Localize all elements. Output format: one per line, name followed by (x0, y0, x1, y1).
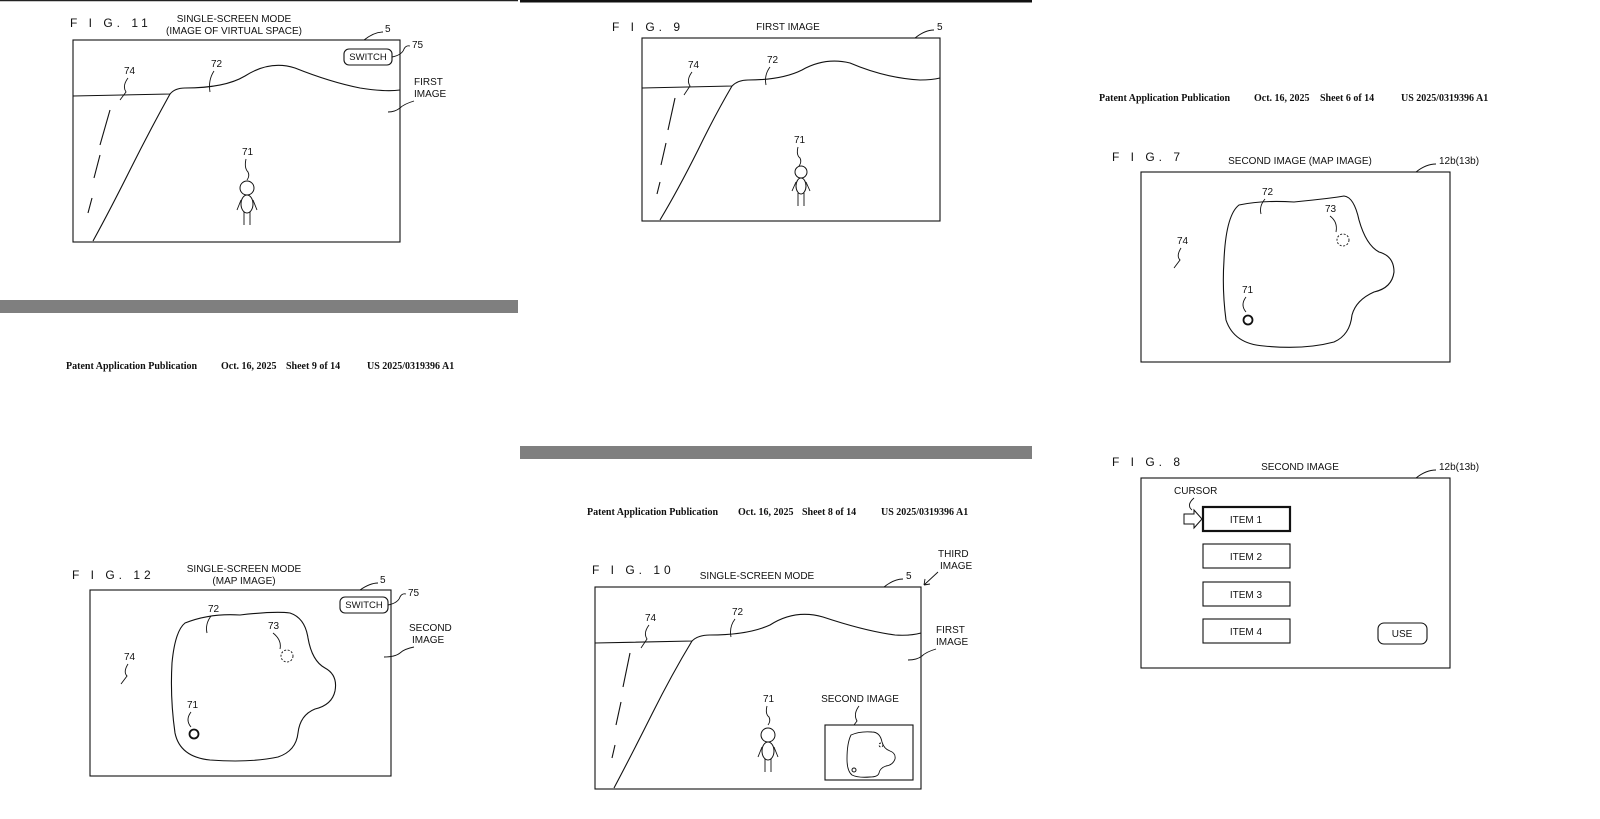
fig11-ref-character: 71 (242, 147, 254, 158)
fig11-switch-label: SWITCH (349, 52, 387, 63)
fig12-side-label-line2: IMAGE (412, 635, 445, 646)
fig12-ref-marker: 73 (268, 621, 280, 632)
gray-divider-middle (520, 446, 1032, 459)
fig10-title: SINGLE-SCREEN MODE (699, 571, 815, 582)
fig10-first-label-line2: IMAGE (936, 637, 969, 648)
fig7-ref-marker: 73 (1325, 204, 1337, 215)
fig7-header-pub: Patent Application Publication (1099, 93, 1231, 104)
fig8-item-2-label: ITEM 2 (1229, 552, 1263, 563)
fig8-label: F I G. 8 (1112, 455, 1185, 469)
fig11-label: F I G. 11 (70, 16, 152, 30)
fig10-inset-character-marker (852, 768, 856, 772)
fig7-label: F I G. 7 (1112, 150, 1185, 164)
fig12-character-marker (190, 730, 199, 739)
fig7-fig8-drawing (1034, 0, 1600, 730)
fig12-header-sheet: Sheet 9 of 14 (286, 361, 341, 372)
fig11-title-line1: SINGLE-SCREEN MODE (176, 14, 292, 25)
fig7-header-number: US 2025/0319396 A1 (1401, 93, 1489, 104)
fig12-header-pub: Patent Application Publication (66, 361, 198, 372)
fig10-header-number: US 2025/0319396 A1 (881, 507, 969, 518)
fig8-use-label: USE (1391, 629, 1413, 640)
fig12-drawing (0, 313, 518, 798)
fig7-header-date: Oct. 16, 2025 (1254, 93, 1310, 104)
fig8-item-4[interactable] (1203, 619, 1290, 643)
fig7-ref-terrain: 72 (1262, 187, 1274, 198)
fig7-fig8-panel (1034, 0, 1600, 730)
fig10-third-label-line1: THIRD (938, 549, 969, 560)
fig8-item-2[interactable] (1203, 544, 1290, 568)
fig8-use-button[interactable] (1378, 623, 1427, 644)
fig9-label: F I G. 9 (612, 20, 685, 34)
fig8-item-3[interactable] (1203, 582, 1290, 606)
fig10-label: F I G. 10 (592, 563, 675, 577)
fig12-label: F I G. 12 (72, 568, 155, 582)
fig9-title: FIRST IMAGE (756, 22, 820, 33)
fig12-header-date: Oct. 16, 2025 (221, 361, 277, 372)
fig10-header-sheet: Sheet 8 of 14 (802, 507, 857, 518)
fig11-screen (73, 40, 400, 242)
fig9-panel (520, 0, 1032, 446)
fig11-panel (0, 0, 518, 300)
fig11-ref-screen: 5 (385, 24, 391, 35)
fig12-title-line2: (MAP IMAGE) (212, 576, 276, 587)
fig9-ref-terrain: 72 (767, 55, 779, 66)
fig10-inset-map-screen (825, 725, 913, 780)
fig7-screen (1141, 172, 1450, 362)
fig7-ref-character: 71 (1242, 285, 1254, 296)
fig7-ref-screen: 12b(13b) (1439, 156, 1480, 167)
fig11-side-label-line1: FIRST (414, 77, 443, 88)
fig7-header-sheet: Sheet 6 of 14 (1320, 93, 1375, 104)
fig10-inset-label: SECOND IMAGE (821, 694, 899, 705)
fig8-cursor-label: CURSOR (1174, 486, 1218, 497)
fig11-ref-cliff: 74 (124, 66, 136, 77)
fig12-screen (90, 590, 391, 776)
fig12-ref-cliff: 74 (124, 652, 136, 663)
fig10-ref-character: 71 (763, 694, 775, 705)
fig11-side-label-line2: IMAGE (414, 89, 447, 100)
fig10-first-label-line1: FIRST (936, 625, 965, 636)
fig8-item-1-label: ITEM 1 (1229, 515, 1263, 526)
fig11-ref-switch: 75 (412, 40, 424, 51)
fig10-ref-screen: 5 (906, 571, 912, 582)
fig12-header-number: US 2025/0319396 A1 (367, 361, 455, 372)
fig12-ref-character: 71 (187, 700, 199, 711)
fig12-ref-switch: 75 (408, 588, 420, 599)
fig9-screen (642, 38, 940, 221)
fig7-character-marker (1244, 316, 1253, 325)
fig9-ref-character: 71 (794, 135, 806, 146)
fig12-ref-screen: 5 (380, 575, 386, 586)
fig8-item-1[interactable] (1203, 507, 1290, 531)
fig9-ref-cliff: 74 (688, 60, 700, 71)
fig8-item-3-label: ITEM 3 (1229, 590, 1263, 601)
fig11-ref-terrain: 72 (211, 59, 223, 70)
fig8-title: SECOND IMAGE (1261, 462, 1339, 473)
fig10-third-label-line2: IMAGE (940, 561, 973, 572)
fig7-ref-cliff: 74 (1177, 236, 1189, 247)
fig8-item-4-label: ITEM 4 (1229, 627, 1263, 638)
fig12-side-label-line1: SECOND (409, 623, 452, 634)
gray-divider-left (0, 300, 518, 313)
fig12-switch-label: SWITCH (345, 600, 383, 611)
fig9-ref-screen: 5 (937, 22, 943, 33)
fig12-ref-terrain: 72 (208, 604, 220, 615)
fig11-drawing (0, 0, 518, 300)
fig9-drawing (520, 0, 1032, 446)
fig7-title: SECOND IMAGE (MAP IMAGE) (1228, 156, 1372, 167)
fig10-panel (520, 459, 1032, 799)
fig12-title-line1: SINGLE-SCREEN MODE (186, 564, 302, 575)
fig8-ref-screen: 12b(13b) (1439, 462, 1480, 473)
fig10-header-pub: Patent Application Publication (587, 507, 719, 518)
fig10-ref-terrain: 72 (732, 607, 744, 618)
fig10-header-date: Oct. 16, 2025 (738, 507, 794, 518)
fig10-drawing (520, 459, 1032, 799)
fig10-ref-cliff: 74 (645, 613, 657, 624)
fig12-panel (0, 313, 518, 798)
fig11-title-line2: (IMAGE OF VIRTUAL SPACE) (166, 26, 302, 37)
